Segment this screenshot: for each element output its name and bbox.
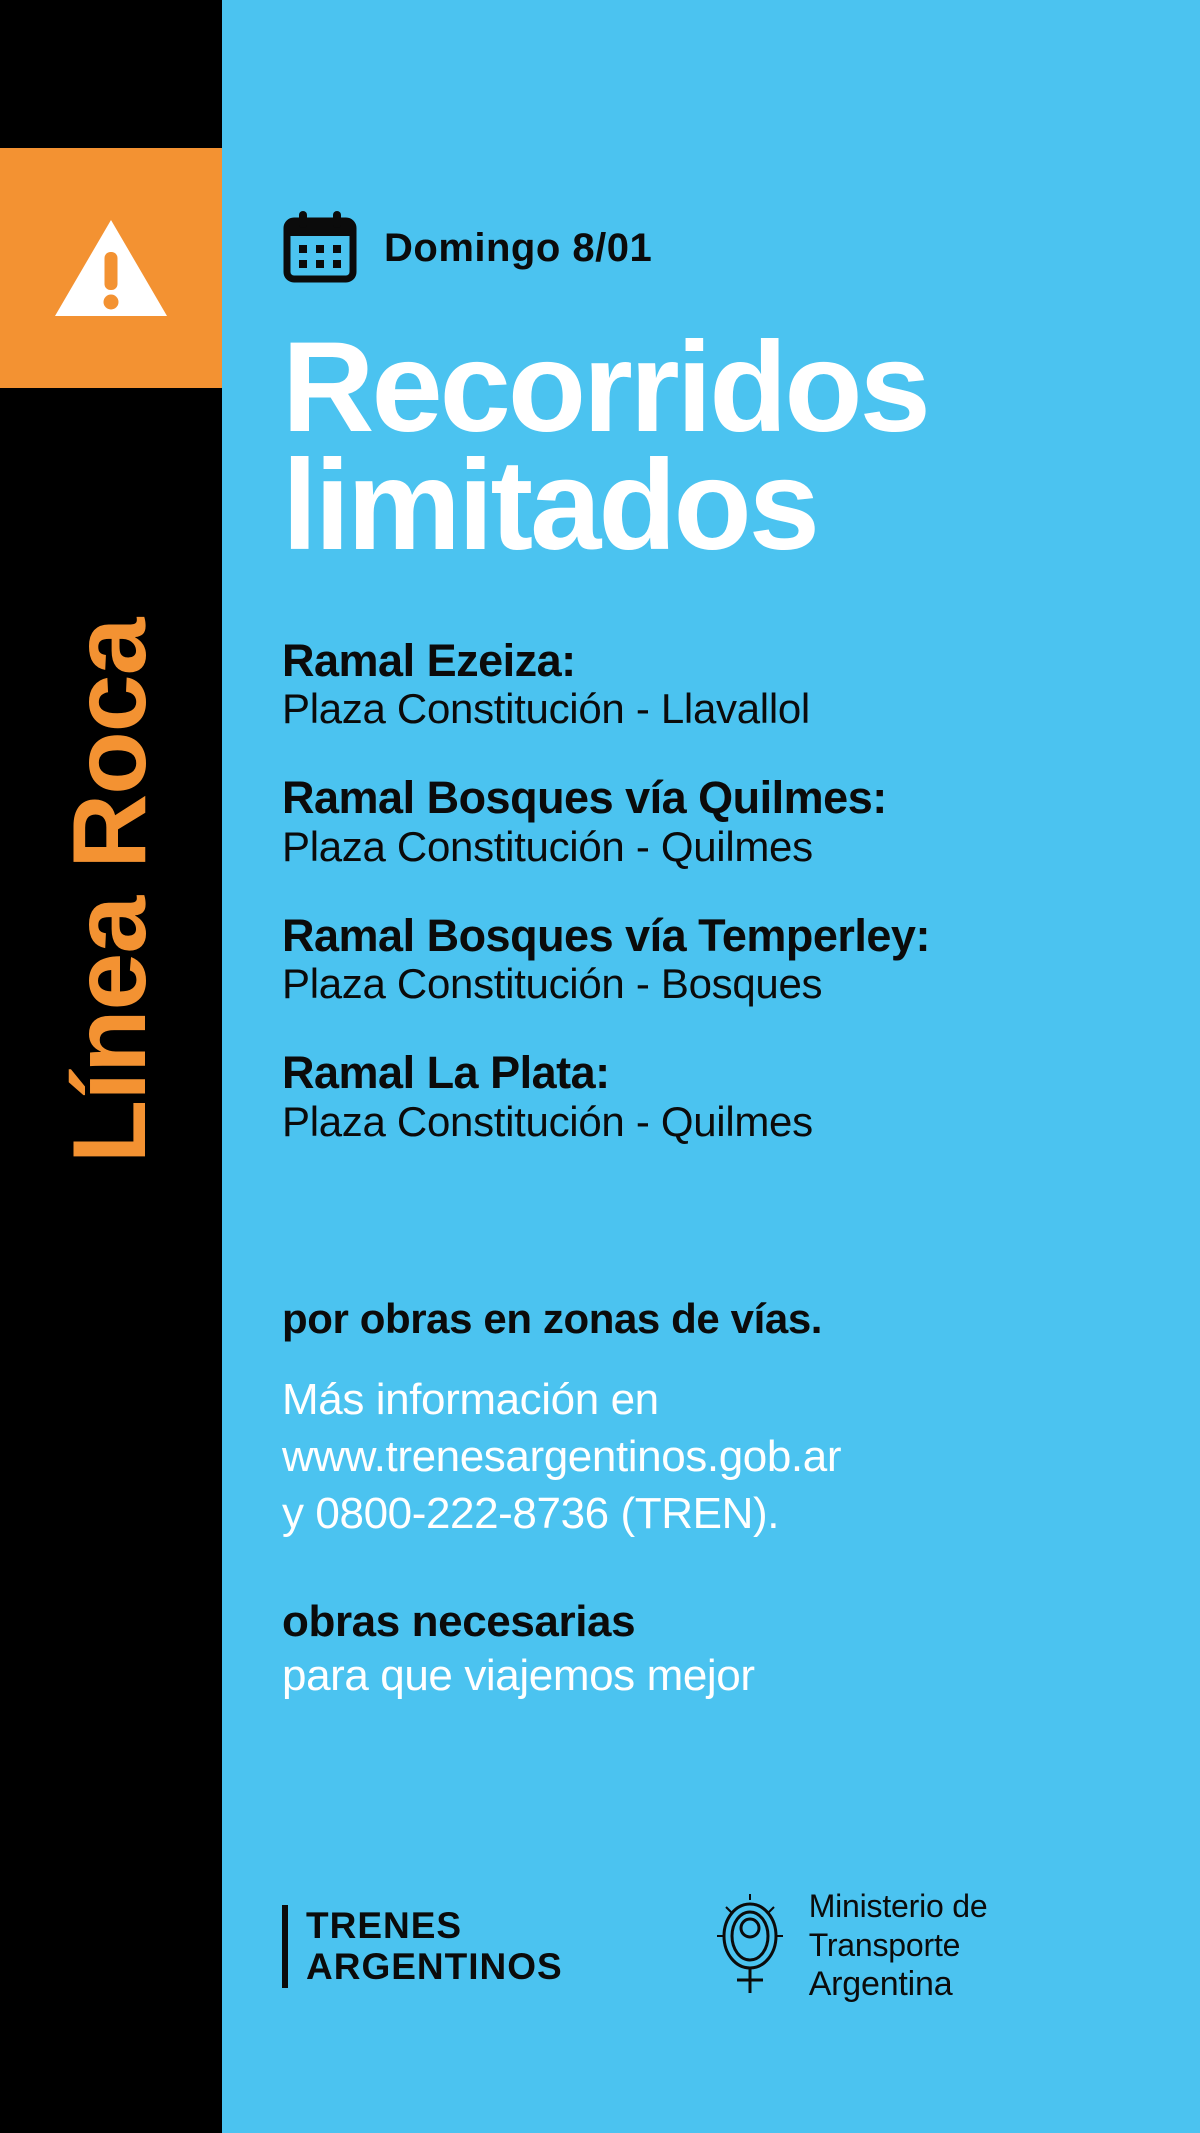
alert-badge (0, 148, 222, 388)
logo-bar (282, 1905, 288, 1988)
phone-line[interactable]: y 0800-222-8736 (TREN). (282, 1489, 780, 1539)
footer (282, 1887, 1140, 2005)
more-info (282, 1371, 1140, 1543)
content-panel (222, 0, 1200, 2133)
website-link[interactable]: www.trenesargentinos.gob.ar (282, 1432, 842, 1482)
page-title (282, 316, 1140, 577)
argentina-sun-emblem-icon (713, 1892, 787, 2001)
list-item (282, 774, 1140, 870)
trenes-line-2: ARGENTINOS (306, 1946, 563, 1988)
closing-light: para que viajemos mejor (282, 1650, 755, 1700)
left-rail (0, 0, 222, 2133)
government-text (809, 1887, 1140, 2005)
branch-title: Ramal Bosques vía Temperley: (282, 909, 930, 961)
ministry-line: Ministerio de Transporte (808, 1888, 988, 1963)
trenes-line-1: TRENES (306, 1904, 463, 1946)
country-line: Argentina (808, 1965, 953, 2004)
branch-title: Ramal Ezeiza: (282, 634, 576, 686)
branch-route: Plaza Constitución - Quilmes (282, 1097, 813, 1145)
line-name: Línea Roca (51, 618, 168, 1164)
branch-route: Plaza Constitución - Bosques (282, 960, 823, 1008)
list-item (282, 634, 1140, 733)
branch-route: Plaza Constitución - Llavallol (282, 685, 810, 733)
branch-list (282, 634, 1140, 1146)
branch-title: Ramal La Plata: (282, 1047, 610, 1099)
closing-message (282, 1597, 1140, 1701)
more-info-line-1: Más información en (282, 1375, 659, 1424)
date-text: Domingo 8/01 (384, 226, 653, 270)
government-logo (713, 1887, 1140, 2005)
headline-line-2: limitados (282, 433, 817, 577)
reason-text: por obras en zonas de vías. (282, 1295, 823, 1342)
calendar-icon (282, 208, 358, 289)
trenes-argentinos-text (306, 1905, 563, 1988)
headline-line-1: Recorridos (282, 316, 928, 459)
branch-title: Ramal Bosques vía Quilmes: (282, 772, 887, 824)
branch-route: Plaza Constitución - Quilmes (282, 822, 813, 870)
list-item (282, 909, 1140, 1008)
list-item (282, 1049, 1140, 1145)
trenes-argentinos-logo (282, 1905, 563, 1988)
date-row (282, 0, 1140, 289)
warning-triangle-icon (52, 216, 170, 320)
closing-bold: obras necesarias (282, 1596, 636, 1646)
